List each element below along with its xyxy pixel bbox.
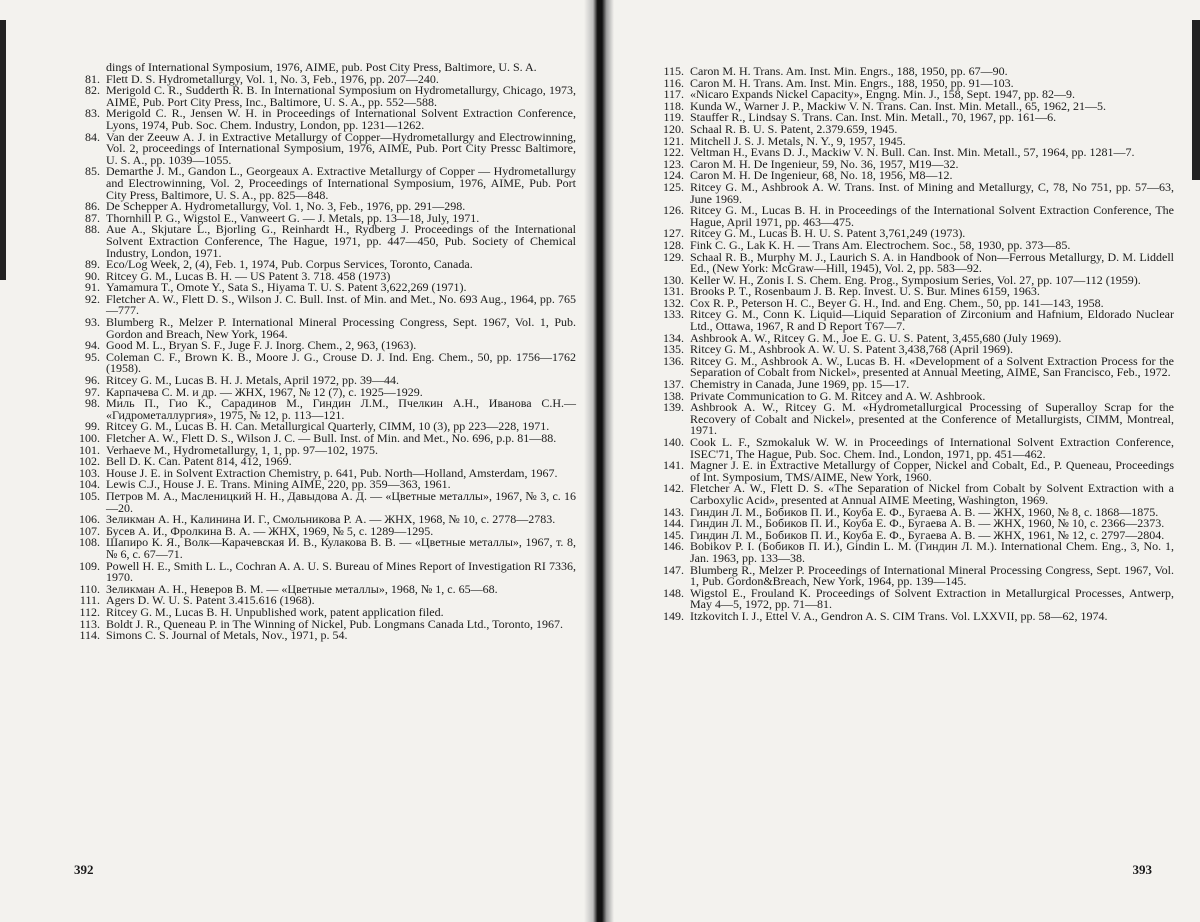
- reference-number: 127.: [663, 226, 684, 241]
- reference-number: 92.: [85, 291, 100, 306]
- reference-number: 113.: [79, 616, 100, 631]
- reference-text: De Schepper A. Hydrometallurgy, Vol. 1, No. 3, Feb., 1976, pp. 291—298.: [106, 199, 466, 214]
- reference-number: 118.: [663, 98, 684, 113]
- reference-text: Wigstol E., Frouland K. Proceedings of Solvent Extraction in Metallurgical Processes, Antwerp, May 4—5, 1972, pp. 71—81.: [690, 585, 1174, 612]
- reference-entry: [654, 249, 1174, 276]
- reference-text: Simons C. S. Journal of Metals, Nov., 1971, p. 54.: [106, 628, 348, 643]
- reference-number: 123.: [663, 156, 684, 171]
- reference-text: Cook L. F., Szmokaluk W. W. in Proceedings of International Solvent Extraction Conference, ISEC'71, The Hague, Pub. Soc. Chem. Ind., London, 1971, pp. 451—462.: [690, 435, 1174, 461]
- reference-text: Caron M. H. Trans. Am. Inst. Min. Engrs., 188, 1950, pp. 91—103.: [690, 75, 1014, 90]
- reference-number: 131.: [663, 284, 684, 299]
- reference-entry: [70, 398, 576, 421]
- reference-text: Бусев А. И., Фролкина В. А. — ЖНХ, 1969, № 5, с. 1289—1295.: [106, 523, 434, 538]
- reference-entry: [70, 630, 576, 642]
- reference-number: 95.: [85, 349, 100, 364]
- reference-text: Mitchell J. S. J. Metals, N. Y., 9, 1957, 1945.: [690, 133, 906, 148]
- reference-text: Demarthe J. M., Gandon L., Georgeaux A. Extractive Metallurgy of Copper — Hydrometallurgy and Electrowinning, Vol. 2, Proceedings of International Symposium, 1976, AIME, Pub. Port City Press, Baltimore, U. S. A., pp. 825—848.: [106, 164, 576, 202]
- reference-number: 106.: [79, 512, 100, 527]
- reference-entry: [70, 558, 576, 585]
- reference-number: 111.: [79, 593, 100, 608]
- reference-number: 115.: [663, 64, 684, 78]
- reference-entry: [654, 562, 1174, 589]
- reference-number: 145.: [663, 527, 684, 542]
- reference-text: Ritcey G. M., Ashbrook A. W., Lucas B. H. «Development of a Solvent Extraction Process for the Separation of Cobalt from Nickel», presented at Annual Meeting, AIME, San Francisco, Feb., 1972.: [690, 353, 1174, 380]
- reference-text: Eco/Log Week, 2, (4), Feb. 1, 1974, Pub. Corpus Services, Toronto, Canada.: [106, 257, 473, 272]
- reference-number: 104.: [79, 477, 100, 492]
- reference-text: Ritcey G. M., Lucas B. H. J. Metals, April 1972, pp. 39—44.: [106, 373, 399, 388]
- reference-entry: [70, 129, 576, 167]
- reference-text: Fletcher A. W., Flett D. S. «The Separation of Nickel from Cobalt by Solvent Extraction with a Carboxylic Acid», presented at Annual AIME Meeting, Washington, 1969.: [690, 481, 1174, 507]
- reference-number: 141.: [663, 458, 684, 473]
- reference-number: 86.: [85, 199, 100, 214]
- reference-number: 114.: [79, 628, 100, 643]
- reference-text: Ashbrook A. W., Ritcey G. M., Joe E. G. U. S. Patent, 3,455,680 (July 1969).: [690, 330, 1062, 345]
- reference-number: 100.: [79, 431, 100, 445]
- reference-number: 93.: [85, 315, 100, 330]
- reference-number: 147.: [663, 562, 684, 577]
- reference-text: Merigold C. R., Jensen W. H. in Proceedings of International Solvent Extraction Conference, Lyons, 1974, Pub. Soc. Chem. Industry, London, pp. 1231—1262.: [106, 106, 576, 132]
- reference-number: 90.: [85, 268, 100, 283]
- reference-text: Lewis C.J., House J. E. Trans. Mining AIME, 220, pp. 359—363, 1961.: [106, 477, 451, 492]
- reference-text: Caron M. H. De Ingenieur, 68, No. 18, 1956, M8—12.: [690, 168, 953, 183]
- reference-text: Schaal R. B. U. S. Patent, 2.379.659, 1945.: [690, 121, 898, 136]
- reference-number: 89.: [85, 257, 100, 272]
- reference-text: Verhaeve M., Hydrometallurgy, 1, 1, pp. 97—102, 1975.: [106, 442, 378, 457]
- reference-entry: [70, 488, 576, 515]
- reference-entry: [654, 437, 1174, 460]
- reference-text: Magner J. E. in Extractive Metallurgy of Copper, Nickel and Cobalt, Ed., P. Queneau, Proceedings of Int. Symposium, TMS/AIME, New York, 1960.: [690, 458, 1174, 484]
- reference-text: «Nicaro Expands Nickel Capacity», Engng. Min. J., 158, Sept. 1947, pp. 82—9.: [690, 87, 1075, 102]
- reference-text: Keller W. H., Zonis I. S. Chem. Eng. Prog., Symposium Series, Vol. 27, pp. 107—112 (1959).: [690, 272, 1141, 287]
- reference-entry: [70, 349, 576, 376]
- reference-number: 88.: [85, 222, 100, 237]
- reference-entry: [70, 291, 576, 318]
- reference-number: 134.: [663, 330, 684, 345]
- right-page: [600, 0, 1200, 922]
- reference-text: Aue A., Skjutare L., Bjorling G., Reinhardt H., Rydberg J. Proceedings of the International Solvent Extraction Conference, The Hague, 1971, pp. 447—450, Pub. Society of Chemical Industry, London, 1971.: [106, 222, 576, 260]
- reference-entry: [654, 483, 1174, 506]
- reference-text: Schaal R. B., Murphy M. J., Laurich S. A. in Handbook of Non—Ferrous Metallurgy, D. M. Liddell Ed., (New York: McGraw—Hill, 1945), Vol. 2, pp. 583—92.: [690, 249, 1174, 276]
- reference-number: 85.: [85, 164, 100, 179]
- reference-number: 105.: [79, 488, 100, 503]
- reference-number: 120.: [663, 121, 684, 136]
- reference-text: Good M. L., Bryan S. F., Juge F. J. Inorg. Chem., 2, 963, (1963).: [106, 338, 417, 353]
- reference-entry: [70, 317, 576, 340]
- reference-number: 82.: [85, 83, 100, 98]
- reference-number: 81.: [85, 71, 100, 86]
- page-number-left: 392: [74, 862, 94, 877]
- reference-number: 146.: [663, 539, 684, 554]
- reference-text: Flett D. S. Hydrometallurgy, Vol. 1, No. 3, Feb., 1976, pp. 207—240.: [106, 71, 439, 86]
- reference-text: Ritcey G. M., Ashbrook A. W. U. S. Patent 3,438,768 (April 1969).: [690, 342, 1013, 357]
- reference-number: 87.: [85, 210, 100, 225]
- reference-text: Ashbrook A. W., Ritcey G. M. «Hydrometallurgical Processing of Superalloy Scrap for the Recovery of Cobalt and Nickel», presented at the Conference of Metallurgists, CIMM, Montreal, 1971.: [690, 400, 1174, 438]
- reference-number: 125.: [663, 179, 684, 194]
- reference-text: Миль П., Гио К., Сарадинов М., Гиндин Л.М., Пчелкин А.Н., Иванова С.Н.— «Гидрометаллургия», 1975, № 12, р. 113—121.: [106, 396, 576, 422]
- reference-text: Зеликман А. Н., Калинина И. Г., Смольникова Р. А. — ЖНХ, 1968, № 10, с. 2778—2783.: [106, 512, 556, 527]
- reference-number: 107.: [79, 523, 100, 538]
- reference-number: 132.: [663, 295, 684, 310]
- reference-text: Ritcey G. M., Lucas B. H. in Proceedings of the International Solvent Extraction Conference, The Hague, April 1971, pp. 463—475.: [690, 203, 1174, 229]
- reference-text: Agers D. W. U. S. Patent 3.415.616 (1968).: [106, 593, 315, 608]
- reference-text: Карпачева С. М. и др. — ЖНХ, 1967, № 12 (7), с. 1925—1929.: [106, 384, 423, 399]
- reference-entry: [654, 402, 1174, 437]
- reference-number: 133.: [663, 307, 684, 322]
- reference-number: 135.: [663, 342, 684, 357]
- reference-text: Powell H. E., Smith L. L., Cochran A. A. U. S. Bureau of Mines Report of Investigation RI 7336, 1970.: [106, 558, 576, 585]
- reference-text: Ritcey G. M., Lucas B. H. — US Patent 3. 718. 458 (1973): [106, 268, 391, 283]
- reference-text: Thornhill P. G., Wigstol E., Vanweert G. — J. Metals, pp. 13—18, July, 1971.: [106, 210, 480, 225]
- reference-entry: [70, 85, 576, 108]
- reference-number: 143.: [663, 504, 684, 519]
- reference-number: 138.: [663, 388, 684, 403]
- reference-text: Ritcey G. M., Ashbrook A. W. Trans. Inst. of Mining and Metallurgy, C, 78, No 751, pp. 57—63, June 1969.: [690, 179, 1174, 206]
- page-number-right: 393: [1132, 862, 1152, 877]
- reference-number: 126.: [663, 203, 684, 218]
- reference-number: 124.: [663, 168, 684, 183]
- reference-entry: [70, 108, 576, 131]
- reference-text: Гиндин Л. М., Бобиков П. И., Коуба Е. Ф., Бугаева А. В. — ЖНХ, 1960, № 8, с. 1868—1875.: [690, 504, 1159, 519]
- reference-number: 91.: [85, 280, 100, 295]
- reference-number: 112.: [79, 604, 100, 619]
- reference-text: Петров М. А., Масленицкий Н. Н., Давыдова А. Д. — «Цветные металлы», 1967, № 3, с. 16—20.: [106, 488, 576, 515]
- reference-number: 149.: [663, 608, 684, 623]
- reference-number: 103.: [79, 465, 100, 480]
- reference-entry: [70, 537, 576, 560]
- reference-number: 129.: [663, 249, 684, 264]
- reference-entry: [654, 585, 1174, 612]
- reference-text: Ritcey G. M., Conn K. Liquid—Liquid Separation of Zirconium and Hafnium, Eldorado Nuclear Ltd., Ottawa, 1967, R and D Report T67—7.: [690, 307, 1174, 334]
- reference-entry: [654, 179, 1174, 206]
- reference-text: Fink C. G., Lak K. H. — Trans Am. Electrochem. Soc., 58, 1930, pp. 373—85.: [690, 237, 1071, 252]
- reference-number: 98.: [85, 396, 100, 411]
- reference-text: Fletcher A. W., Flett D. S., Wilson J. C. Bull. Inst. of Min. and Met., No. 693 Aug., 1964, pp. 765—777.: [106, 291, 576, 318]
- reference-text: Brooks P. T., Rosenbaum J. B. Rep. Invest. U. S. Bur. Mines 6159, 1963.: [690, 284, 1040, 299]
- reference-text: Гиндин Л. М., Бобиков П. И., Коуба Е. Ф., Бугаева А. В. — ЖНХ, 1961, № 12, с. 2797—2804.: [690, 527, 1165, 542]
- reference-entry: [654, 608, 1174, 623]
- reference-number: 119.: [663, 110, 684, 125]
- reference-number: 97.: [85, 384, 100, 399]
- reference-text: Cox R. P., Peterson H. C., Beyer G. H., Ind. and Eng. Chem., 50, pp. 141—143, 1958.: [690, 295, 1104, 310]
- reference-number: 116.: [663, 75, 684, 90]
- reference-text: Ritcey G. M., Lucas B. H. Can. Metallurgical Quarterly, CIMM, 10 (3), pp 223—228, 1971.: [106, 419, 550, 434]
- reference-text: Van der Zeeuw A. J. in Extractive Metallurgy of Copper—Hydrometallurgy and Electrowinning, Vol. 2, proceedings of International Symposium, 1976, AIME, Pub. Port City Pressc Baltimore, U. S. A., pp. 1039—1055.: [106, 129, 576, 167]
- reference-text: Blumberg R., Melzer P. Proceedings of International Mineral Processing Congress, Sept. 1967, Vol. 1, Pub. Gordon&Breach, New York, 1964, pp. 139—145.: [690, 562, 1174, 589]
- reference-entry: [654, 460, 1174, 483]
- reference-number: 144.: [663, 516, 684, 531]
- reference-text: Bell D. K. Can. Patent 814, 412, 1969.: [106, 454, 292, 469]
- reference-text: Kunda W., Warner J. P., Mackiw V. N. Trans. Can. Inst. Min. Metall., 65, 1962, 21—5.: [690, 98, 1107, 113]
- reference-text: Veltman H., Evans D. J., Mackiw V. N. Bull. Can. Inst. Min. Metall., 57, 1964, pp. 1281—7.: [690, 145, 1135, 160]
- reference-number: 109.: [79, 558, 100, 573]
- reference-text: Blumberg R., Melzer P. International Mineral Processing Congress, Sept. 1967, Vol. 1, Pub. Gordon and Breach, New York, 1964.: [106, 315, 576, 341]
- reference-list-left: [70, 71, 576, 643]
- reference-text: Ritcey G. M., Lucas B. H. U. S. Patent 3,761,249 (1973).: [690, 226, 966, 241]
- reference-entry: [654, 205, 1174, 228]
- reference-text: Caron M. H. Trans. Am. Inst. Min. Engrs., 188, 1950, pp. 67—90.: [690, 64, 1008, 78]
- reference-text: Зеликман А. Н., Неверов В. М. — «Цветные металлы», 1968, № 1, с. 65—68.: [106, 581, 498, 596]
- reference-number: 96.: [85, 373, 100, 388]
- reference-text: Coleman C. F., Brown K. B., Moore J. G., Crouse D. J. Ind. Eng. Chem., 50, pp. 1756—1762 (1958).: [106, 349, 576, 376]
- reference-text: Шапиро К. Я., Волк—Карачевская И. В., Кулакова В. В. — «Цветные металлы», 1967, т. 8, № 6, с. 67—71.: [106, 535, 576, 561]
- reference-number: 136.: [663, 353, 684, 368]
- reference-number: 122.: [663, 145, 684, 160]
- reference-number: 140.: [663, 435, 684, 449]
- reference-text: Caron M. H. De Ingenieur, 59, No. 36, 1957, M19—32.: [690, 156, 959, 171]
- reference-entry: [654, 309, 1174, 332]
- reference-number: 117.: [663, 87, 684, 102]
- reference-list-right: [654, 66, 1174, 623]
- reference-number: 137.: [663, 377, 684, 392]
- reference-text: Boldt J. R., Queneau P. in The Winning of Nickel, Pub. Longmans Canada Ltd., Toronto, 1967.: [106, 616, 563, 631]
- reference-number: 130.: [663, 272, 684, 287]
- reference-number: 94.: [85, 338, 100, 353]
- reference-continuation: dings of International Symposium, 1976, AIME, pub. Post City Press, Baltimore, U. S. A.: [106, 60, 537, 74]
- reference-text: Chemistry in Canada, June 1969, pp. 15—17.: [690, 377, 910, 392]
- reference-text: Private Communication to G. M. Ritcey and A. W. Ashbrook.: [690, 388, 986, 403]
- reference-text: House J. E. in Solvent Extraction Chemistry, p. 641, Pub. North—Holland, Amsterdam, 1967.: [106, 465, 558, 480]
- reference-entry: [654, 353, 1174, 380]
- reference-text: Yamamura T., Omote Y., Sata S., Hiyama T. U. S. Patent 3,622,269 (1971).: [106, 280, 467, 295]
- reference-text: Гиндин Л. М., Бобиков П. И., Коуба Е. Ф., Бугаева А. В. — ЖНХ, 1960, № 10, с. 2366—2373.: [690, 516, 1165, 531]
- reference-number: 102.: [79, 454, 100, 469]
- reference-number: 128.: [663, 237, 684, 252]
- reference-text: Bobikov P. I. (Бобиков П. И.), Gindin L. M. (Гиндин Л. М.). International Chem. Eng., 3, No. 1, Jan. 1963, pp. 133—38.: [690, 539, 1174, 565]
- reference-number: 83.: [85, 106, 100, 121]
- reference-number: 99.: [85, 419, 100, 434]
- reference-text: Merigold C. R., Sudderth R. B. In International Symposium on Hydrometallurgy, Chicago, 1973, AIME, Pub. Port City Press, Inc., Baltimore, U. S. A., pp. 552—588.: [106, 83, 576, 109]
- reference-text: Stauffer R., Lindsay S. Trans. Can. Inst. Min. Metall., 70, 1967, pp. 161—6.: [690, 110, 1057, 125]
- reference-text: Fletcher A. W., Flett D. S., Wilson J. C. — Bull. Inst. of Min. and Met., No. 696, p.p. 81—88.: [106, 431, 557, 445]
- reference-entry: [70, 224, 576, 259]
- reference-text: Ritcey G. M., Lucas B. H. Unpublished work, patent application filed.: [106, 604, 444, 619]
- reference-number: 148.: [663, 585, 684, 600]
- reference-number: 108.: [79, 535, 100, 550]
- reference-entry: [654, 541, 1174, 564]
- reference-number: 139.: [663, 400, 684, 415]
- reference-number: 142.: [663, 481, 684, 496]
- reference-entry: [70, 166, 576, 201]
- reference-text: Itzkovitch I. J., Ettel V. A., Gendron A. S. CIM Trans. Vol. LXXVII, pp. 58—62, 1974.: [690, 608, 1108, 623]
- reference-number: 101.: [79, 442, 100, 457]
- reference-number: 110.: [79, 581, 100, 596]
- reference-number: 84.: [85, 129, 100, 144]
- reference-number: 121.: [663, 133, 684, 148]
